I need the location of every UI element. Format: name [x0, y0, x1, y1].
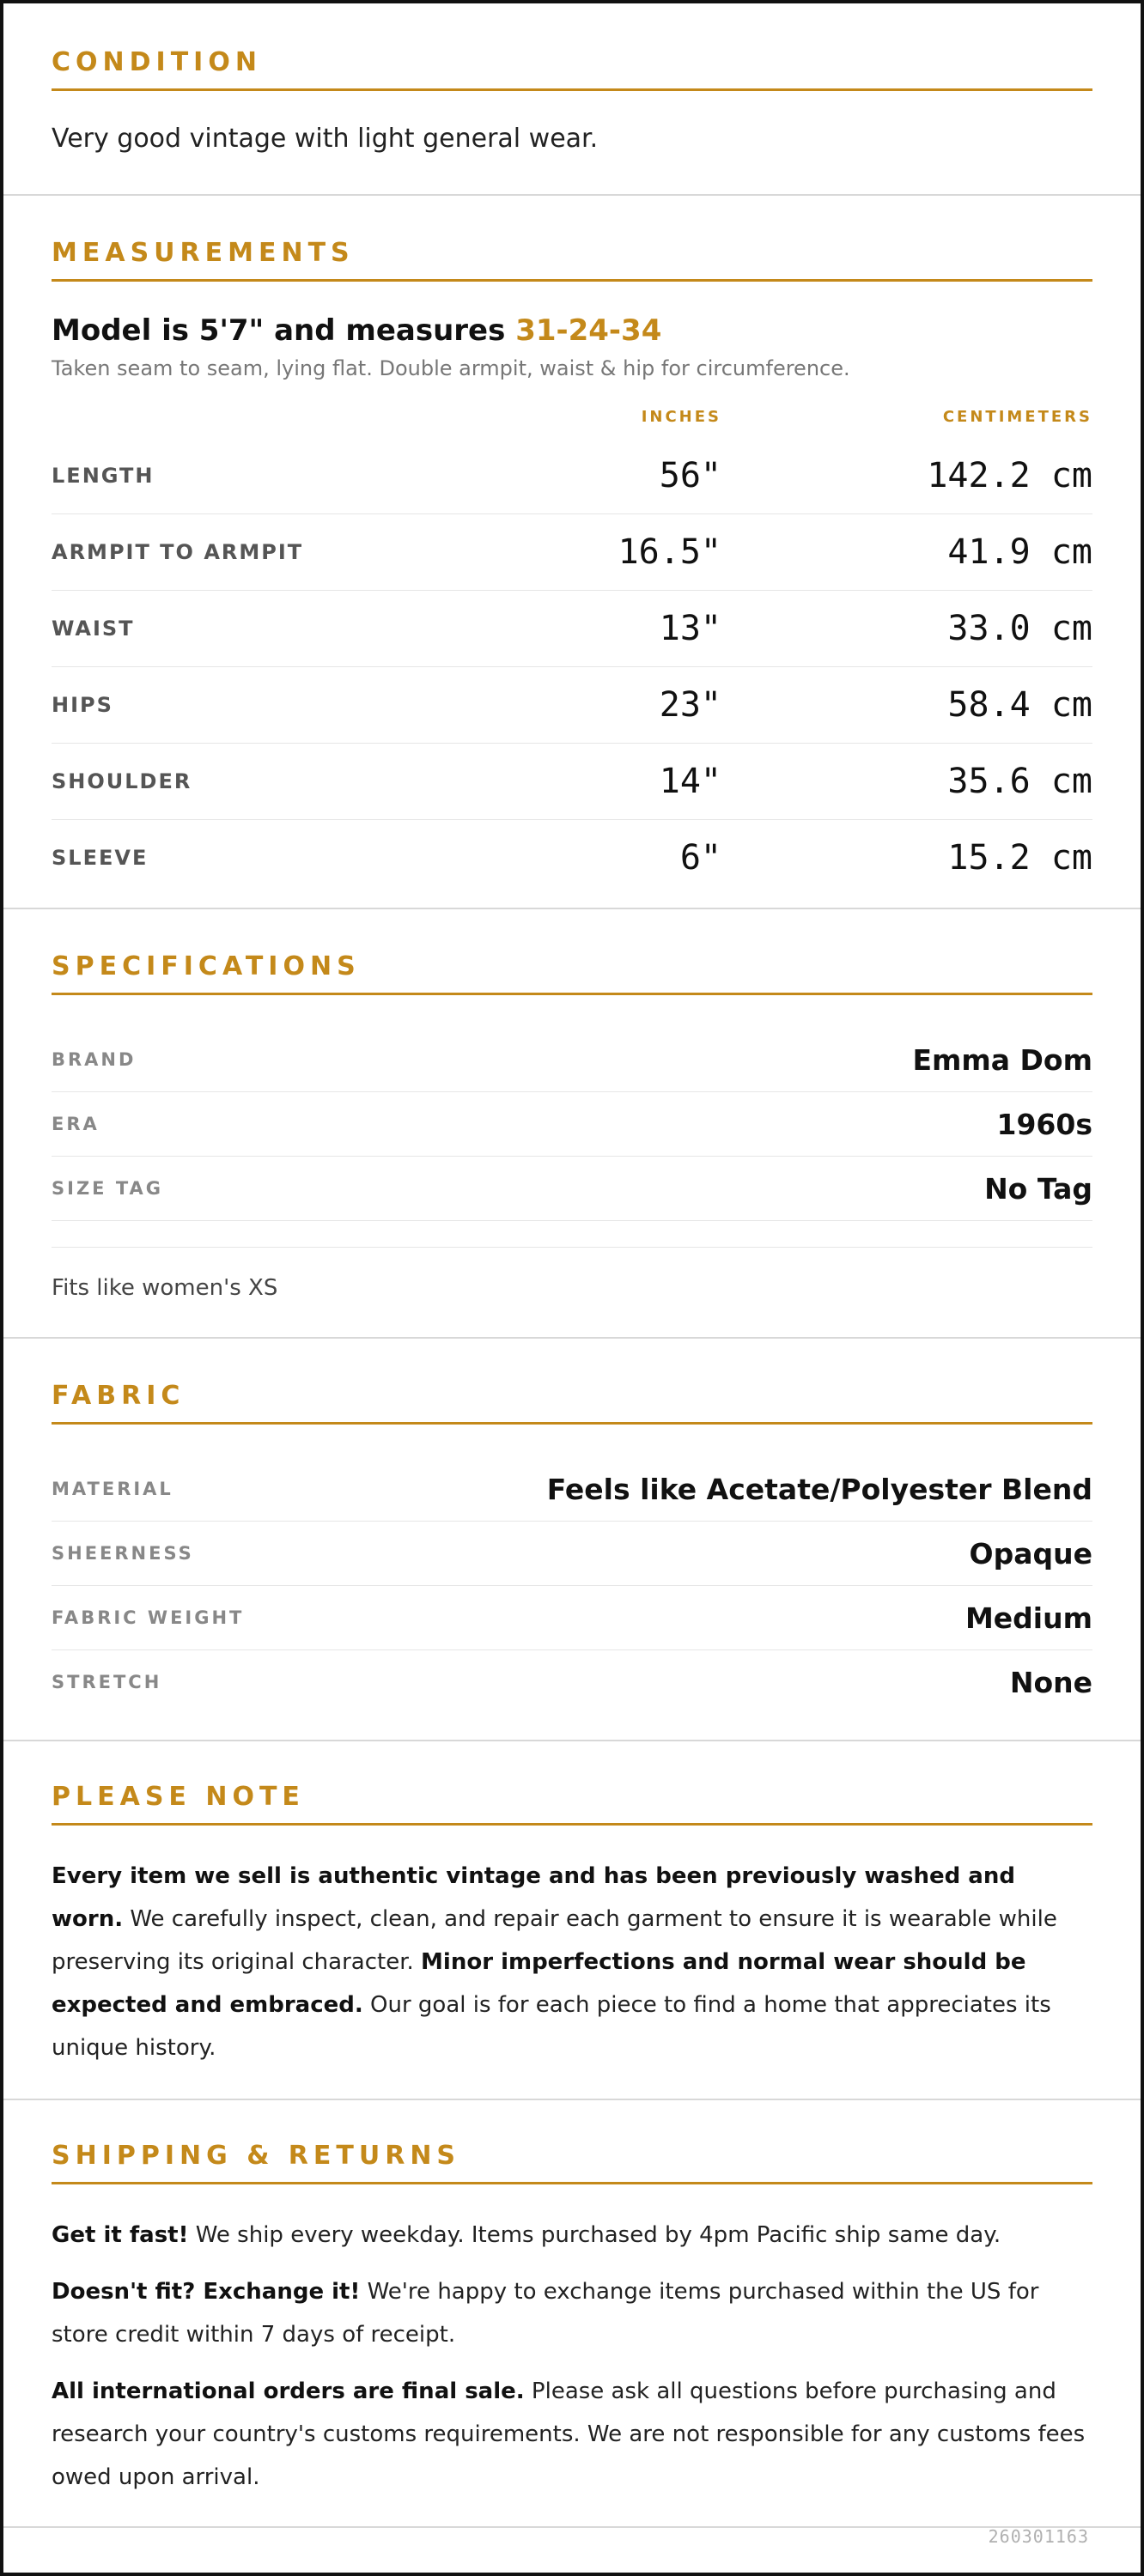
- measurements-table: [52, 438, 1092, 896]
- model-prefix: Model is 5'7" and measures: [52, 313, 516, 348]
- measurement-label: WAIST: [52, 617, 135, 641]
- spec-key: SIZE TAG: [52, 1178, 164, 1200]
- measurement-row: [52, 514, 1092, 591]
- fabric-value: None: [1009, 1665, 1092, 1699]
- spec-row-brand: [52, 1028, 1092, 1092]
- measurements-section: [3, 196, 1141, 909]
- model-measurements: [52, 314, 1092, 348]
- fabric-key: STRETCH: [52, 1672, 162, 1693]
- measurement-label: HIPS: [52, 693, 113, 718]
- measurement-cm: 41.9 cm: [947, 532, 1092, 573]
- measurement-row: [52, 744, 1092, 820]
- spec-value: No Tag: [984, 1171, 1092, 1206]
- please-note-text: Every item we sell is authentic vintage and has been previously washed and worn. We carefully inspect, clean, and repair each garment to ensure it is wearable while preserving its original character. Minor imperfections and normal wear should be expected and embraced. Our goal is for each piece to find a home that appreciates its unique history.: [52, 1863, 1057, 2062]
- fabric-key: MATERIAL: [52, 1479, 173, 1500]
- fabric-value: Opaque: [969, 1536, 1092, 1571]
- spec-key: BRAND: [52, 1049, 137, 1071]
- fabric-key: FABRIC WEIGHT: [52, 1607, 245, 1629]
- fabric-row-sheerness: [52, 1522, 1092, 1586]
- spec-key: ERA: [52, 1114, 100, 1135]
- measurement-label: SLEEVE: [52, 846, 149, 871]
- spec-value: 1960s: [996, 1107, 1092, 1141]
- fabric-value: Medium: [964, 1601, 1092, 1635]
- measurement-row: [52, 591, 1092, 667]
- fabric-key: SHEERNESS: [52, 1543, 194, 1564]
- specifications-title: SPECIFICATIONS: [52, 952, 1092, 995]
- measurement-cm: 15.2 cm: [947, 838, 1092, 878]
- shipping-paragraph-fast: Get it fast! We ship every weekday. Items purchased by 4pm Pacific ship same day.: [52, 2222, 1001, 2249]
- measurement-cm: 58.4 cm: [947, 685, 1092, 726]
- measurement-cm: 142.2 cm: [927, 456, 1092, 496]
- measurement-label: LENGTH: [52, 464, 155, 489]
- please-note-section: [3, 1741, 1141, 2100]
- fabric-list: [52, 1457, 1092, 1714]
- measurements-header: [52, 408, 1092, 438]
- please-note-title: PLEASE NOTE: [52, 1783, 1092, 1826]
- condition-text: Very good vintage with light general wear.: [52, 124, 599, 154]
- measurement-row: [52, 667, 1092, 744]
- spec-row-size-tag: [52, 1157, 1092, 1221]
- condition-section: [3, 3, 1141, 196]
- fabric-value: Feels like Acetate/Polyester Blend: [546, 1472, 1092, 1506]
- fit-note: Fits like women's XS: [52, 1247, 1092, 1301]
- fabric-section: [3, 1339, 1141, 1741]
- measurement-row: [52, 820, 1092, 896]
- measurement-inches: 56": [659, 456, 721, 496]
- measurement-label: ARMPIT TO ARMPIT: [52, 540, 304, 565]
- measurement-cm: 35.6 cm: [947, 762, 1092, 802]
- measurement-row: [52, 438, 1092, 514]
- measurement-inches: 23": [659, 685, 721, 726]
- fabric-row-stretch: [52, 1650, 1092, 1714]
- shipping-returns-section: [3, 2100, 1141, 2528]
- condition-title: CONDITION: [52, 48, 1092, 91]
- note-bold-imperfections: Minor imperfections and normal wear should be expected and embraced.: [52, 1949, 1026, 2019]
- fabric-row-weight: [52, 1586, 1092, 1650]
- measurement-inches: 14": [659, 762, 721, 802]
- spec-row-era: [52, 1092, 1092, 1157]
- spec-value: Emma Dom: [912, 1042, 1092, 1077]
- shipping-paragraph-exchange: Doesn't fit? Exchange it! We're happy to exchange items purchased within the US for store credit within 7 days of receipt.: [52, 2279, 1039, 2348]
- measurement-inches: 16.5": [618, 532, 721, 573]
- column-header-inches: INCHES: [641, 408, 721, 427]
- fabric-title: FABRIC: [52, 1382, 1092, 1425]
- item-code: 260301163: [988, 2526, 1089, 2547]
- note-bold-authentic: Every item we sell is authentic vintage and has been previously washed and worn.: [52, 1863, 1015, 1933]
- specifications-section: [3, 909, 1141, 1339]
- shipping-paragraph-international: All international orders are final sale. Please ask all questions before purchasing and research your country's customs requirements. We are not responsible for any customs fees owed upon arrival.: [52, 2379, 1086, 2491]
- shipping-returns-title: SHIPPING & RETURNS: [52, 2142, 1092, 2184]
- measurements-title: MEASUREMENTS: [52, 239, 1092, 282]
- measurement-inches: 6": [679, 838, 721, 878]
- specifications-list: [52, 1028, 1092, 1221]
- model-measures-value: 31-24-34: [515, 313, 662, 348]
- measurement-cm: 33.0 cm: [947, 609, 1092, 649]
- fabric-row-material: [52, 1457, 1092, 1522]
- measurement-label: SHOULDER: [52, 769, 192, 794]
- measurements-subtitle: Taken seam to seam, lying flat. Double armpit, waist & hip for circumference.: [52, 356, 850, 381]
- measurement-inches: 13": [659, 609, 721, 649]
- column-header-centimeters: CENTIMETERS: [942, 408, 1092, 427]
